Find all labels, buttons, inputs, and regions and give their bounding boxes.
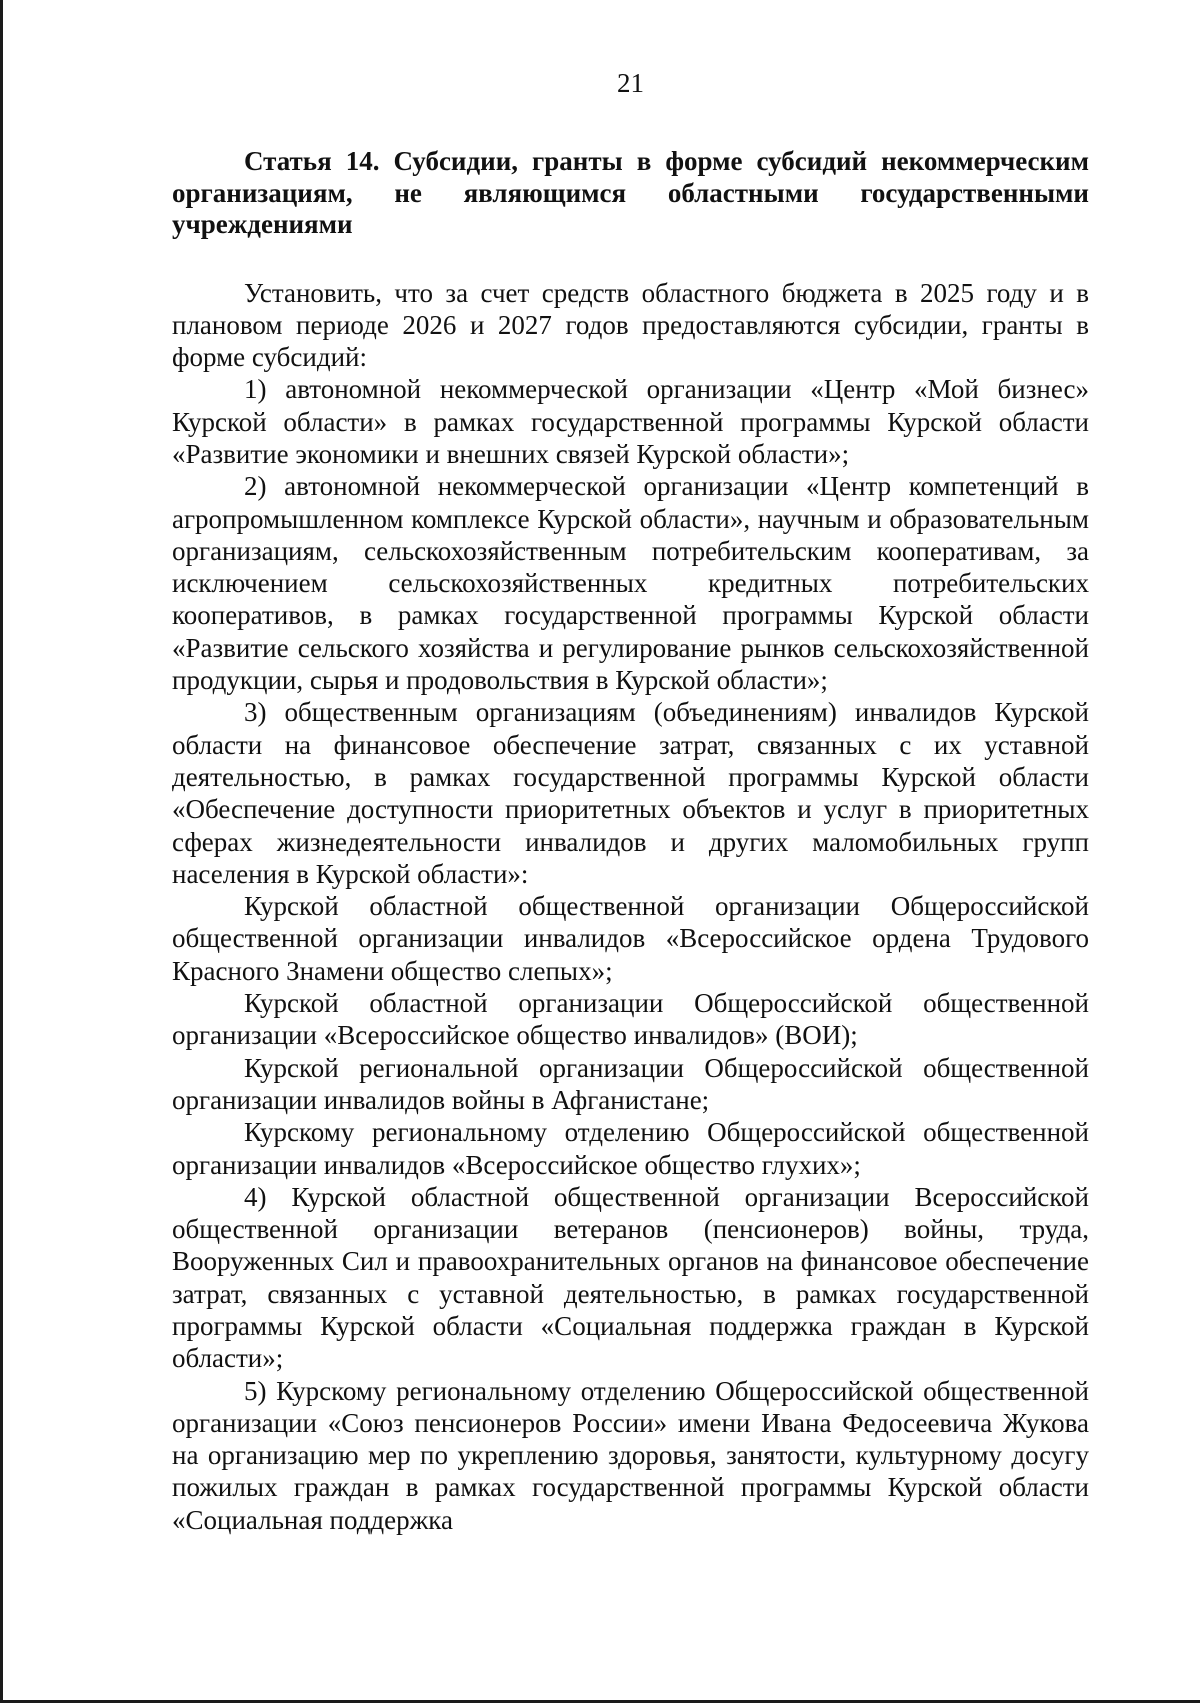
list-item-1: 1) автономной некоммерческой организации «Центр «Мой бизнес» Курской области» в рамках государственной программы Курской области «Развитие экономики и внешних связей Курской области»; [172, 374, 1089, 469]
sub-item-deaf-society: Курскому региональному отделению Общероссийской общественной организации инвалидов «Всероссийское общество глухих»; [172, 1117, 1089, 1180]
page-number: 21 [617, 68, 644, 98]
sub-item-afghan-veterans: Курской региональной организации Общероссийской общественной организации инвалидов войны в Афганистане; [172, 1052, 1089, 1115]
list-item-4: 4) Курской областной общественной организации Всероссийской общественной организации ветеранов (пенсионеров) войны, труда, Вооруженных Сил и правоохранительных органов на финансовое обеспечение затрат, связанных с уставной деятельностью, в рамках государственной программы Курской области «Социальная поддержка граждан в Курской области»; [172, 1181, 1089, 1374]
list-item-5: 5) Курскому региональному отделению Общероссийской общественной организации «Союз пенсионеров России» имени Ивана Федосеевича Жукова на организацию мер по укреплению здоровья, занятости, культурному досугу пожилых граждан в рамках государственной программы Курской области «Социальная поддержка [172, 1375, 1089, 1535]
sub-item-blind-society: Курской областной общественной организации Общероссийской общественной организации инвалидов «Всероссийское ордена Трудового Красного Знамени общество слепых»; [172, 891, 1089, 986]
list-item-2: 2) автономной некоммерческой организации «Центр компетенций в агропромышленном комплексе Курской области», научным и образовательным организациям, сельскохозяйственным потребительским кооперативам, за исключением сельскохозяйственных кредитных потребительских кооперативов, в рамках государственной программы Курской области «Развитие сельского хозяйства и регулирование рынков сельскохозяйственной продукции, сырья и продовольствия в Курской области»; [172, 471, 1089, 696]
scan-border-left [0, 0, 3, 1700]
document-page [172, 66, 1089, 1536]
list-item-3: 3) общественным организациям (объединениям) инвалидов Курской области на финансовое обеспечение затрат, связанных с их уставной деятельностью, в рамках государственной программы Курской области «Обеспечение доступности приоритетных объектов и услуг в приоритетных сферах жизнедеятельности инвалидов и других маломобильных групп населения в Курской области»: [172, 697, 1089, 889]
article-title: Статья 14. Субсидии, гранты в форме субсидий некоммерческим организациям, не являющимся областными государственными учреждениями [172, 146, 1089, 239]
sub-item-voi: Курской областной организации Общероссийской общественной организации «Всероссийское общество инвалидов» (ВОИ); [172, 988, 1089, 1051]
article-body [172, 277, 1089, 1537]
intro-paragraph: Установить, что за счет средств областного бюджета в 2025 году и в плановом периоде 2026 и 2027 годов предоставляются субсидии, гранты в форме субсидий: [172, 277, 1089, 373]
